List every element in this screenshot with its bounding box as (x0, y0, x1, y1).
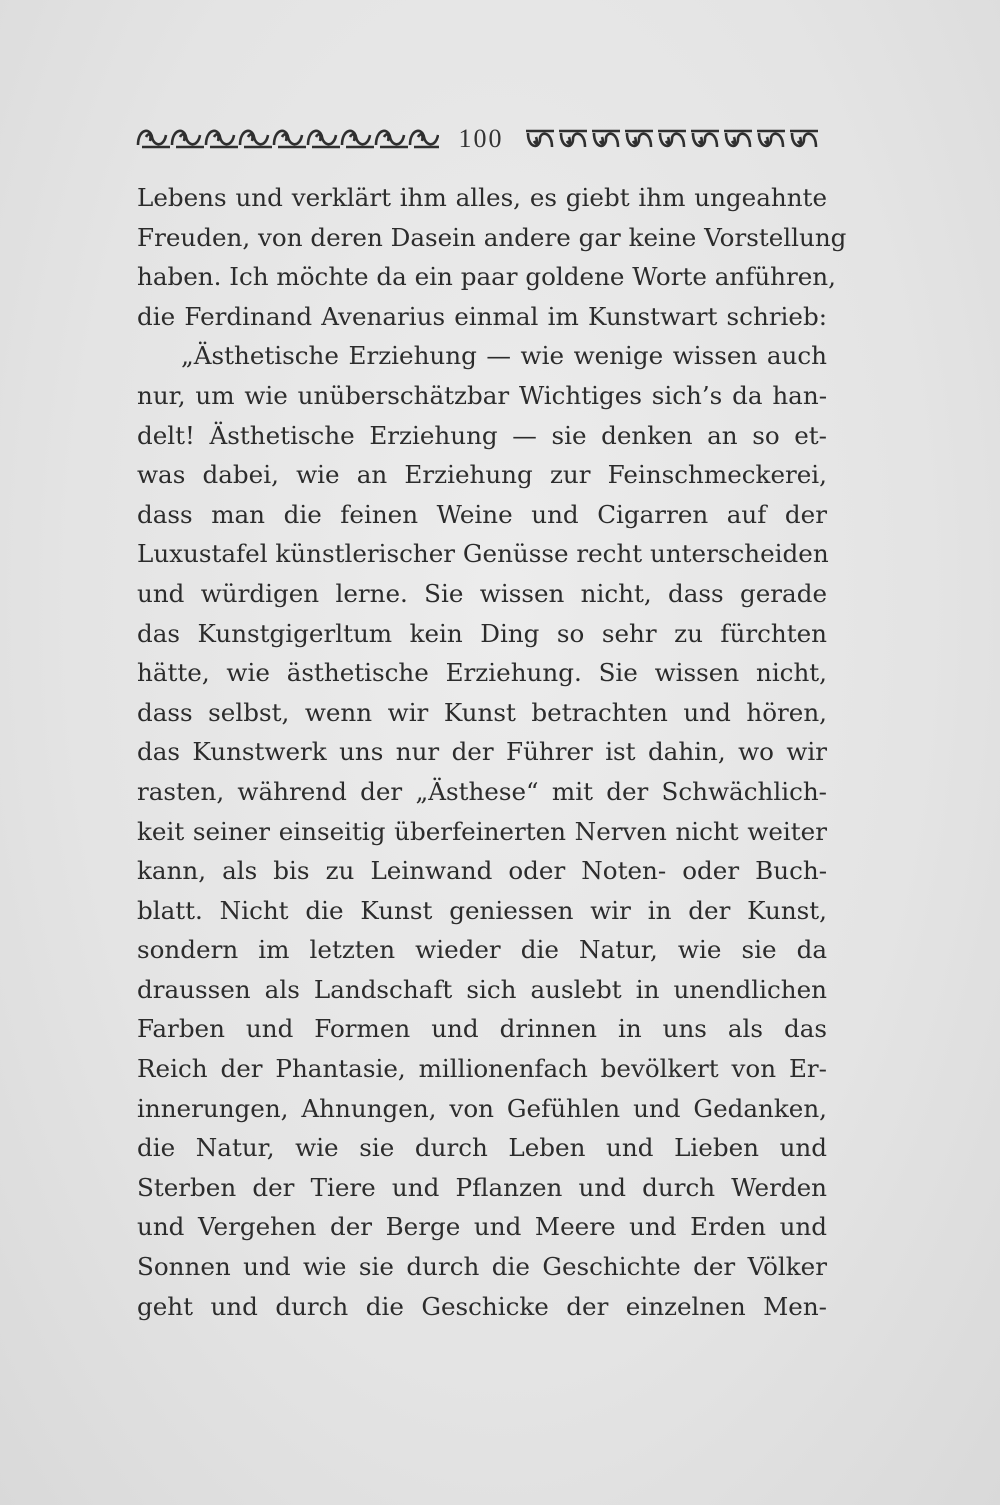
ornament-scroll (240, 131, 272, 147)
text-line: und Vergehen der Berge und Meere und Erden und (137, 1212, 827, 1242)
ornament-scroll (274, 131, 306, 147)
ornament-scroll (410, 131, 439, 147)
page-number: 100 (458, 124, 504, 153)
ornament-scroll (757, 131, 785, 147)
page-header (136, 118, 826, 160)
text-line: nur, um wie unüberschätzbar Wichtiges sich’s da han- (137, 380, 827, 410)
text-line: rasten, während der „Ästhese“ mit der Schwächlich- (137, 776, 827, 806)
text-line: die Natur, wie sie durch Leben und Lieben und (137, 1133, 827, 1163)
text-line: kann, als bis zu Leinwand oder Noten- oder Buch- (137, 856, 827, 886)
text-line: Sterben der Tiere und Pflanzen und durch Werden (137, 1172, 827, 1202)
text-line: blatt. Nicht die Kunst geniessen wir in der Kunst, (137, 895, 827, 925)
text-line: Sonnen und wie sie durch die Geschichte der Völker (137, 1252, 827, 1282)
text-line: das Kunstgigerltum kein Ding so sehr zu fürchten (137, 618, 827, 648)
ornament-scroll (691, 131, 719, 147)
text-line: Freuden, von deren Dasein andere gar keine Vorstellung (137, 222, 847, 252)
ornament-scroll (625, 131, 653, 147)
text-line: hätte, wie ästhetische Erziehung. Sie wissen nicht, (137, 658, 827, 688)
ornament-scroll (658, 131, 686, 147)
ornament-scroll (342, 131, 374, 147)
text-line: innerungen, Ahnungen, von Gefühlen und Gedanken, (137, 1093, 827, 1123)
ornament-scroll (206, 131, 238, 147)
ornament-scroll (790, 131, 818, 147)
ornament-scroll (592, 131, 620, 147)
text-line: keit seiner einseitig überfeinerten Nerven nicht weiter (137, 816, 827, 846)
text-line: geht und durch die Geschicke der einzelnen Men- (137, 1291, 827, 1321)
text-line: draussen als Landschaft sich auslebt in unendlichen (137, 974, 827, 1004)
body-text (137, 178, 847, 1326)
ornament-scroll (138, 131, 170, 147)
ornament-scroll (376, 131, 408, 147)
left-ornament-icon (136, 121, 439, 157)
text-line: Reich der Phantasie, millionenfach bevölkert von Er- (137, 1054, 827, 1084)
text-line: Lebens und verklärt ihm alles, es giebt ihm ungeahnte (137, 183, 827, 212)
ornament-scroll (526, 131, 554, 147)
text-line: haben. Ich möchte da ein paar goldene Worte anführen, (137, 262, 836, 292)
right-ornament-icon (524, 121, 827, 157)
text-line: Luxustafel künstlerischer Genüsse recht unterscheiden (137, 539, 829, 569)
ornament-scroll (308, 131, 340, 147)
text-line: Farben und Formen und drinnen in uns als das (137, 1014, 827, 1044)
text-line: delt! Ästhetische Erziehung — sie denken an so et- (137, 420, 827, 450)
text-line: das Kunstwerk uns nur der Führer ist dahin, wo wir (137, 737, 827, 767)
ornament-scroll (172, 131, 204, 147)
text-line: dass selbst, wenn wir Kunst betrachten und hören, (137, 697, 827, 727)
text-line: die Ferdinand Avenarius einmal im Kunstwart schrieb: (137, 301, 827, 331)
text-line: was dabei, wie an Erziehung zur Feinschmeckerei, (137, 460, 827, 490)
ornament-scroll (559, 131, 587, 147)
text-line: „Ästhetische Erziehung — wie wenige wissen auch (181, 341, 827, 371)
ornament-scroll (724, 131, 752, 147)
text-line: und würdigen lerne. Sie wissen nicht, dass gerade (137, 578, 827, 608)
text-line: dass man die feinen Weine und Cigarren auf der (137, 499, 827, 529)
text-line: sondern im letzten wieder die Natur, wie sie da (137, 935, 827, 965)
